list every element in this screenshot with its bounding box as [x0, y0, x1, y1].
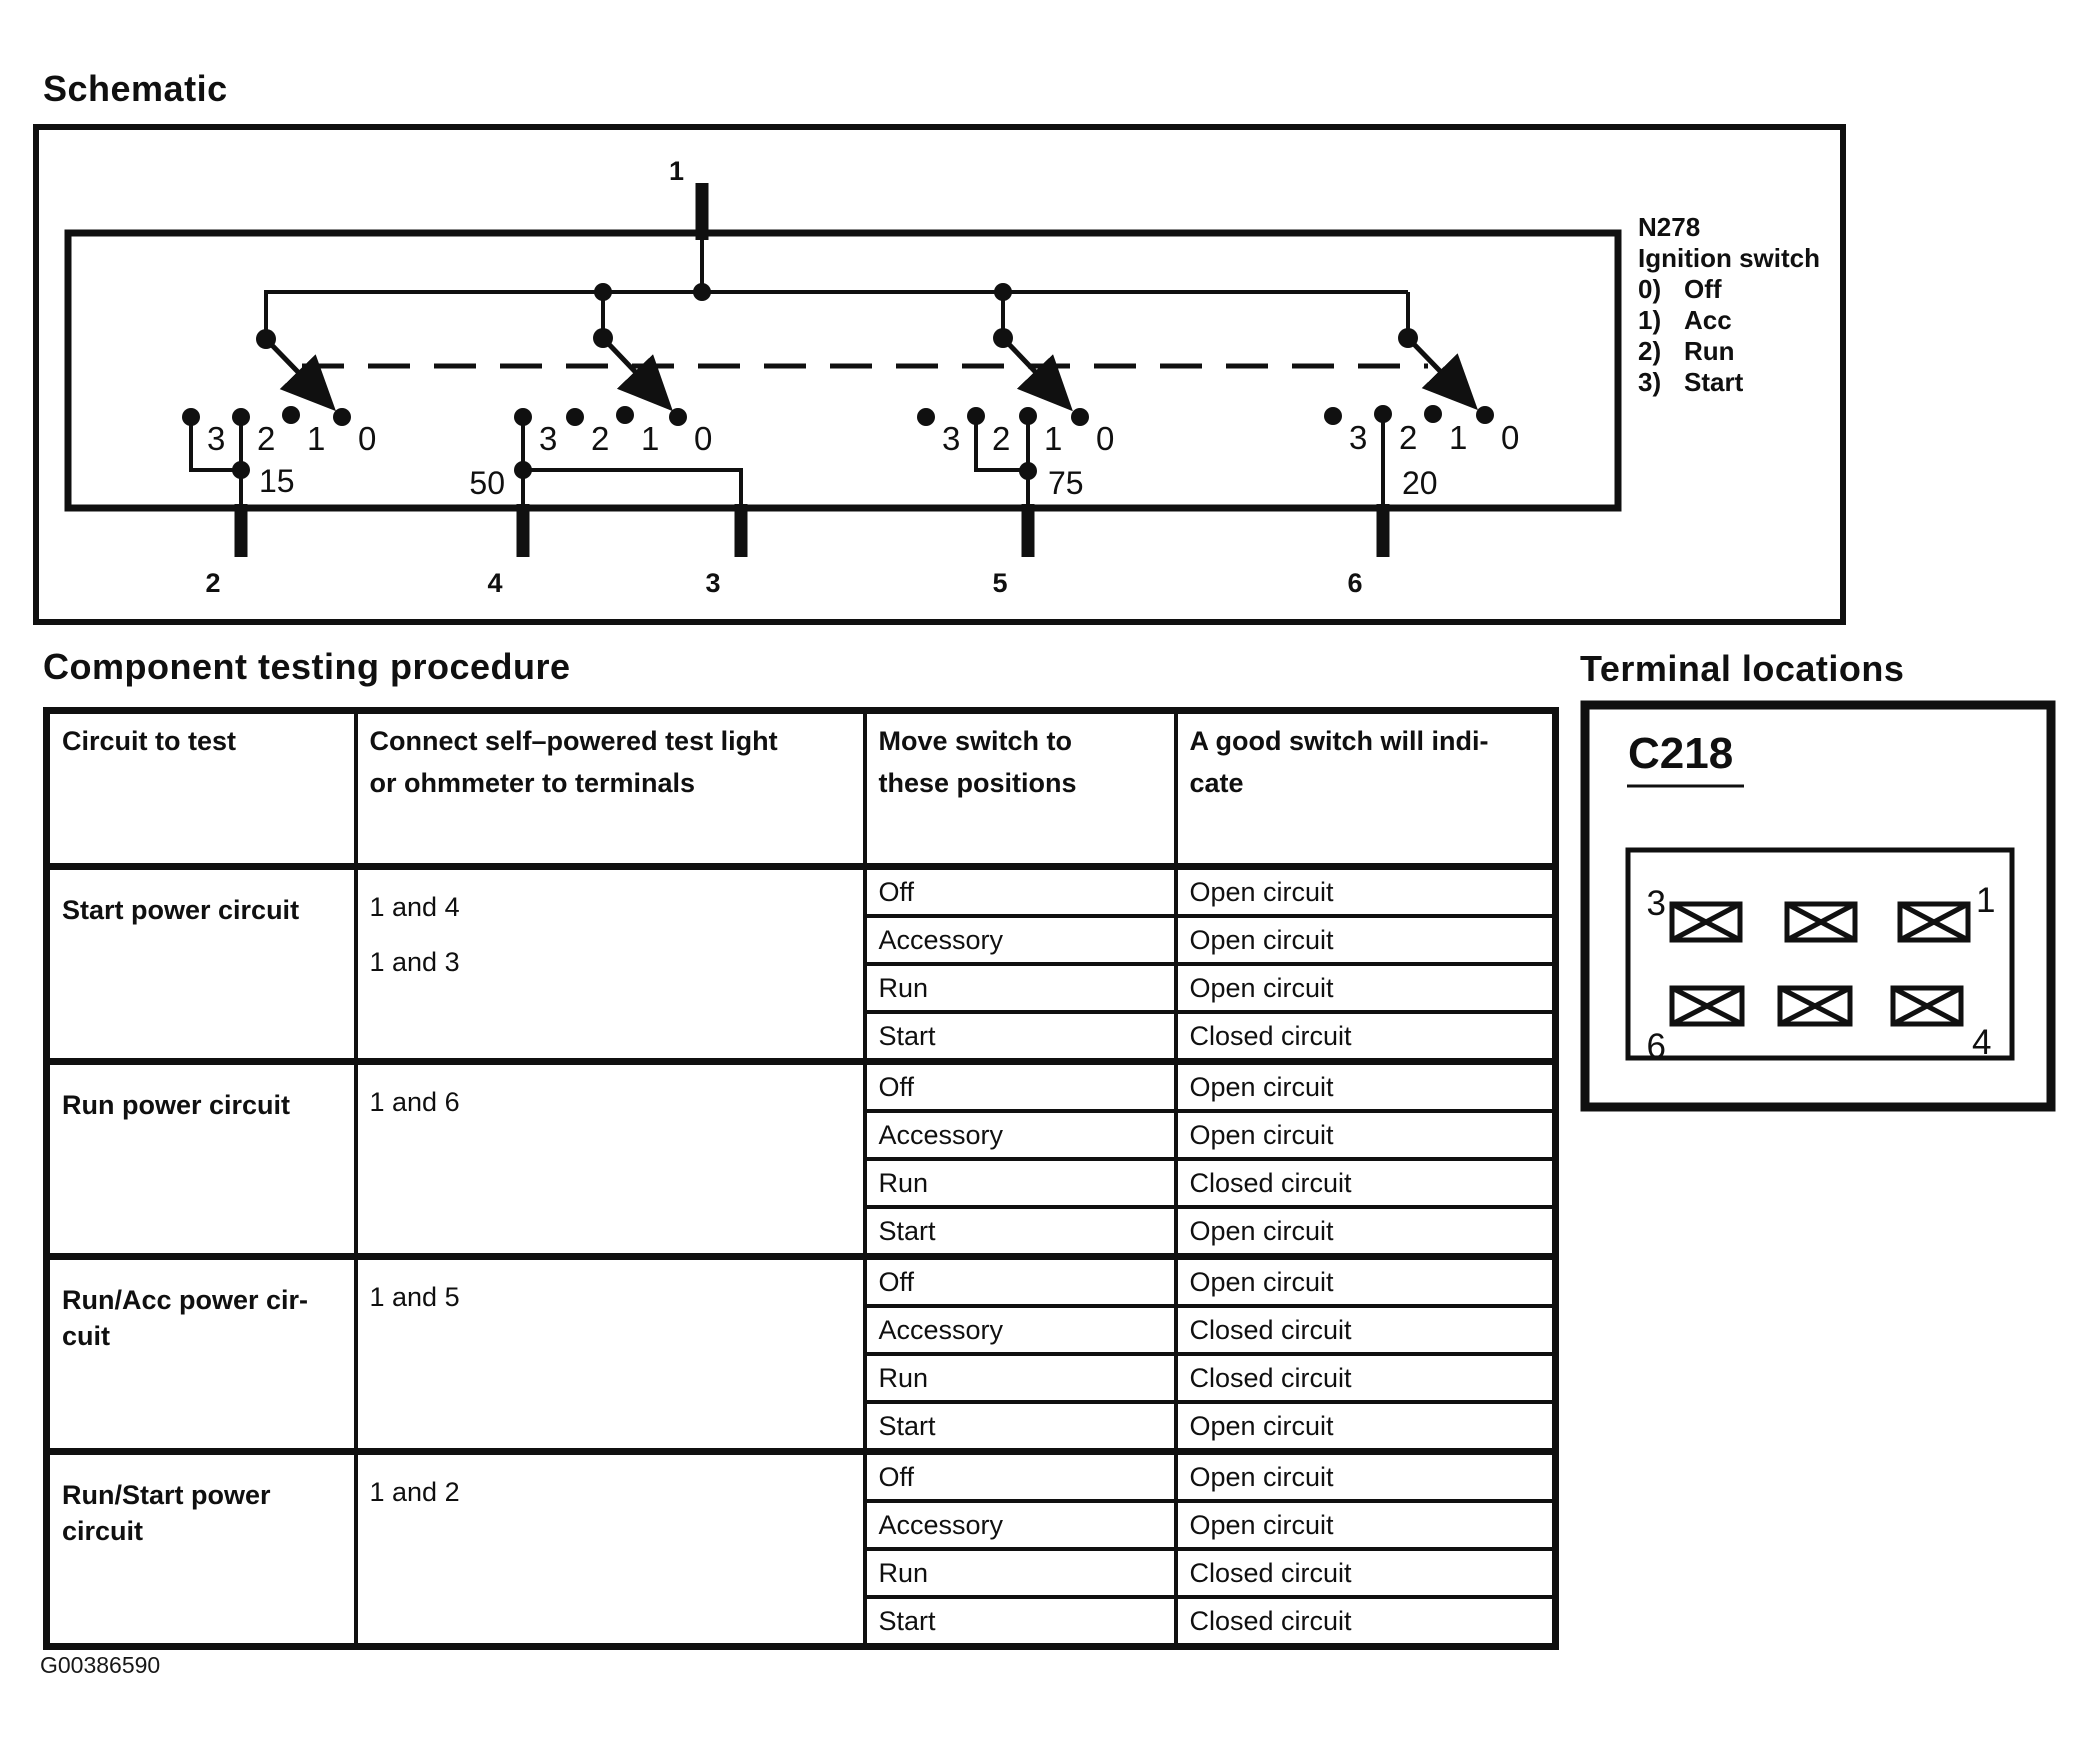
terminal-5-label: 5 [992, 568, 1008, 598]
testing-procedure-table [43, 707, 1559, 1650]
cell-terminals: 1 and 6 [356, 1062, 865, 1257]
table-header-row [47, 711, 1556, 867]
switch-gang-1 [182, 406, 376, 457]
contact-label: 3 [207, 420, 226, 457]
cell-result: Open circuit [1176, 1207, 1556, 1257]
contact-label: 1 [641, 420, 660, 457]
table-row [47, 867, 1556, 917]
wire-label-50: 50 [469, 465, 505, 501]
cell-result: Closed circuit [1176, 1159, 1556, 1207]
wire-label-15: 15 [259, 463, 295, 499]
pin-symbol [1780, 988, 1850, 1024]
ignition-switch-body-frame [68, 233, 1618, 508]
cell-result: Open circuit [1176, 867, 1556, 917]
contact-label: 1 [1044, 420, 1063, 457]
cell-result: Closed circuit [1176, 1354, 1556, 1402]
cell-position: Run [865, 1354, 1176, 1402]
cell-position: Start [865, 1207, 1176, 1257]
cell-position: Off [865, 1452, 1176, 1502]
cell-position: Start [865, 1402, 1176, 1452]
cell-result: Closed circuit [1176, 1306, 1556, 1354]
header-good-switch: A good switch will indi- cate [1176, 711, 1556, 867]
position-name: Run [1684, 336, 1735, 366]
schematic-title: Schematic [43, 68, 228, 109]
terminal-6-label: 6 [1347, 568, 1363, 598]
testing-procedure-title: Component testing procedure [43, 646, 571, 687]
cell-result: Open circuit [1176, 1111, 1556, 1159]
contact-label: 1 [307, 420, 326, 457]
table-row [47, 1062, 1556, 1112]
cell-result: Open circuit [1176, 1452, 1556, 1502]
pin-symbol [1900, 904, 1968, 940]
cell-result: Open circuit [1176, 1257, 1556, 1307]
figure-code: G00386590 [40, 1652, 161, 1678]
component-legend [1638, 212, 1820, 398]
wire-label-75: 75 [1048, 465, 1084, 501]
pin-label-4: 4 [1972, 1023, 1992, 1062]
bottom-terminal-stubs [241, 504, 1383, 557]
terminal-1-label: 1 [668, 156, 684, 186]
position-number: 2) [1638, 336, 1662, 366]
cell-position: Off [865, 1062, 1176, 1112]
cell-circuit: Run power circuit [47, 1062, 356, 1257]
contact-label: 2 [257, 420, 276, 457]
contact-label: 3 [539, 420, 558, 457]
cell-position: Run [865, 964, 1176, 1012]
pin-symbol [1787, 904, 1855, 940]
cell-circuit: Start power circuit [47, 867, 356, 1062]
contact-label: 2 [992, 420, 1011, 457]
header-switch-positions: Move switch to these positions [865, 711, 1176, 867]
pin-label-6: 6 [1646, 1027, 1666, 1066]
terminal-pins [1672, 904, 1968, 1024]
cell-result: Open circuit [1176, 1501, 1556, 1549]
terminal-locations-title: Terminal locations [1580, 648, 1905, 689]
cell-terminals: 1 and 2 [356, 1452, 865, 1647]
cell-position: Start [865, 1597, 1176, 1647]
pin-symbol [1672, 988, 1742, 1024]
legend-position-row [1638, 274, 1820, 305]
switch-gang-4 [1324, 405, 1519, 456]
terminal-3-label: 3 [705, 568, 721, 598]
switch-arms [266, 338, 1471, 404]
switch-bus-lines [264, 292, 1408, 340]
contact-label: 0 [358, 420, 377, 457]
cell-terminals: 1 and 5 [356, 1257, 865, 1452]
contact-label: 0 [694, 420, 713, 457]
contact-label: 1 [1449, 419, 1468, 456]
pin-label-3: 3 [1646, 884, 1666, 923]
contact-label: 3 [1349, 419, 1368, 456]
position-number: 0) [1638, 274, 1662, 304]
cell-position: Off [865, 867, 1176, 917]
component-id: N278 [1638, 212, 1701, 242]
table-row [47, 1257, 1556, 1307]
pin-symbol [1893, 988, 1961, 1024]
contact-label: 0 [1096, 420, 1115, 457]
pin-label-1: 1 [1976, 881, 1996, 920]
switch-gang-3 [917, 407, 1114, 457]
terminal-4-label: 4 [487, 568, 503, 598]
cell-position: Off [865, 1257, 1176, 1307]
cell-result: Closed circuit [1176, 1597, 1556, 1647]
cell-position: Accessory [865, 916, 1176, 964]
position-name: Off [1684, 274, 1722, 304]
table-row [47, 1452, 1556, 1502]
component-name: Ignition switch [1638, 243, 1820, 273]
cell-result: Open circuit [1176, 1062, 1556, 1112]
cell-position: Start [865, 1012, 1176, 1062]
cell-result: Open circuit [1176, 1402, 1556, 1452]
wire-label-20: 20 [1402, 465, 1438, 501]
position-number: 1) [1638, 305, 1662, 335]
connector-view [1580, 700, 2056, 1112]
cell-position: Accessory [865, 1306, 1176, 1354]
cell-result: Closed circuit [1176, 1012, 1556, 1062]
cell-result: Open circuit [1176, 916, 1556, 964]
legend-position-row [1638, 367, 1820, 398]
contact-label: 0 [1501, 419, 1520, 456]
position-number: 3) [1638, 367, 1662, 397]
contact-label: 2 [1399, 419, 1418, 456]
cell-result: Closed circuit [1176, 1549, 1556, 1597]
cell-position: Accessory [865, 1111, 1176, 1159]
cell-position: Run [865, 1159, 1176, 1207]
terminal-2-label: 2 [205, 568, 221, 598]
cell-circuit: Run/Acc power cir- cuit [47, 1257, 356, 1452]
contact-label: 3 [942, 420, 961, 457]
cell-position: Run [865, 1549, 1176, 1597]
cell-circuit: Run/Start power circuit [47, 1452, 356, 1647]
header-connect-terminals: Connect self–powered test light or ohmmeter to terminals [356, 711, 865, 867]
connector-id: C218 [1628, 729, 1734, 778]
switch-gang-2 [514, 406, 712, 457]
junction-dots [232, 283, 1418, 480]
connector-face-frame [1628, 850, 2012, 1058]
cell-result: Open circuit [1176, 964, 1556, 1012]
position-name: Start [1684, 367, 1744, 397]
cell-terminals: 1 and 4 1 and 3 [356, 867, 865, 1062]
legend-position-row [1638, 305, 1820, 336]
pin-symbol [1672, 904, 1740, 940]
cell-position: Accessory [865, 1501, 1176, 1549]
schematic-outer-frame [36, 127, 1843, 622]
position-name: Acc [1684, 305, 1732, 335]
header-circuit: Circuit to test [47, 711, 356, 867]
legend-position-row [1638, 336, 1820, 367]
contact-label: 2 [591, 420, 610, 457]
